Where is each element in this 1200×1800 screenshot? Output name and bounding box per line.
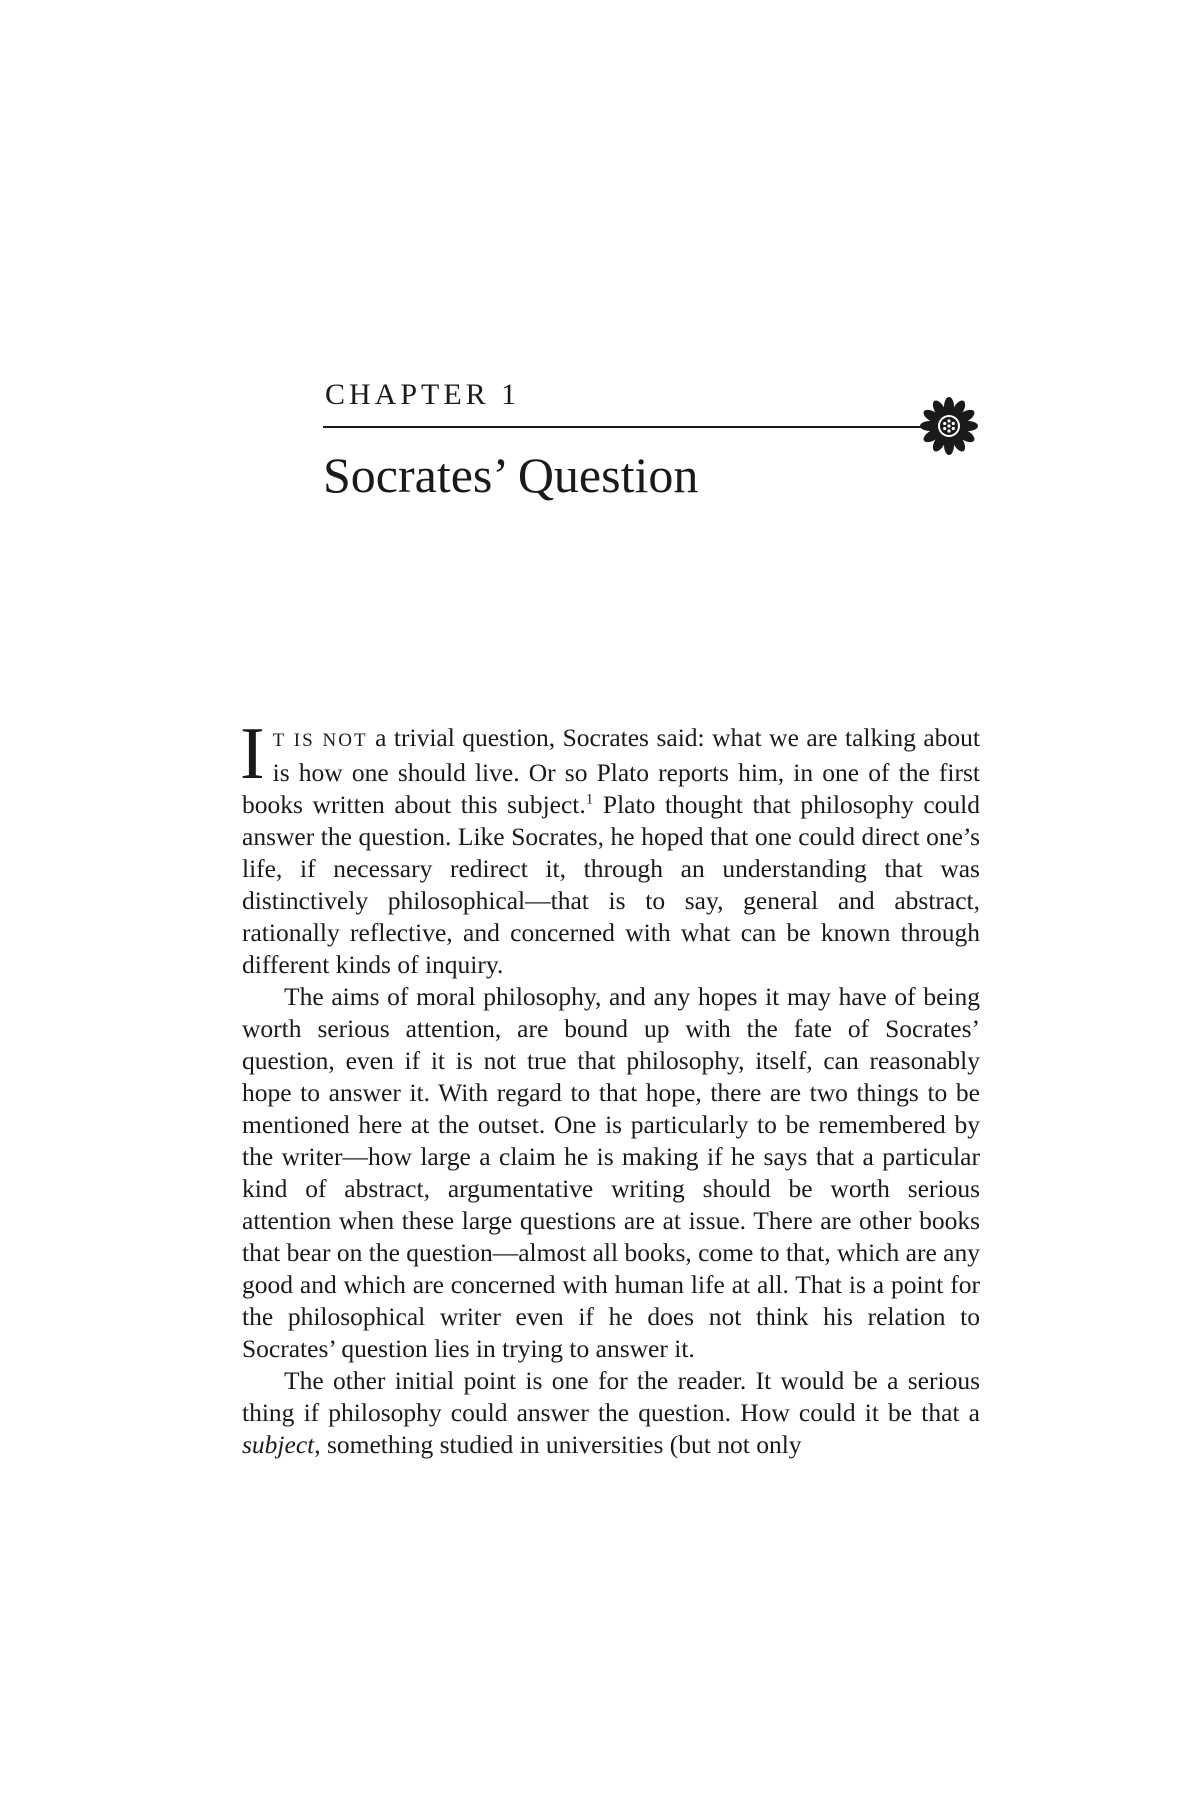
chapter-rule xyxy=(323,426,923,428)
paragraph-2: The aims of moral philosophy, and any hopes it may have of being worth serious attention, are bound up with the fate of Socrates’ question, even if it is not true that philosophy, itself, can reasonably hope to answer it. With regard to that hope, there are two things to be mentioned here at the outset. One is particularly to be remembered by the writer—how large a claim he is making if he says that a particular kind of abstract, argumentative writing should be worth serious attention when these large questions are at issue. There are other books that bear on the question—almost all books, come to that, which are any good and which are concerned with human life at all. That is a point for the philosophical writer even if he does not think his relation to Socrates’ question lies in trying to answer it. xyxy=(242,982,980,1363)
paragraph-1-text-b: Plato thought that philosophy could answer the question. Like Socrates, he hoped that one could direct one’s life, if necessary redirect it, through an understanding that was distinctively philosophical—that is to say, general and abstract, rationally reflective, and concerned with what can be known through different kinds of inquiry. xyxy=(242,790,980,979)
paragraph-3-text-b: , something studied in universities (but not only xyxy=(314,1430,802,1459)
chapter-label: CHAPTER 1 xyxy=(325,378,521,411)
paragraph-3-text-a: The other initial point is one for the reader. It would be a serious thing if philosophy could answer the question. How could it be that a xyxy=(242,1366,980,1427)
drop-cap: I xyxy=(240,713,265,795)
paragraph-3 xyxy=(242,1365,980,1461)
paragraph-1 xyxy=(240,713,980,981)
footnote-reference[interactable]: 1 xyxy=(585,791,594,808)
lead-smallcaps: T IS NOT xyxy=(272,730,368,751)
body-text xyxy=(240,713,980,1461)
emphasis-subject: subject xyxy=(242,1430,315,1459)
flower-ornament-icon xyxy=(918,395,980,457)
chapter-title: Socrates’ Question xyxy=(323,447,699,503)
paragraph-1-text-a: a trivial question, Socrates said: what we are talking about is how one should live. Or so Plato reports him, in one of the first books written about this subject. xyxy=(242,723,980,819)
